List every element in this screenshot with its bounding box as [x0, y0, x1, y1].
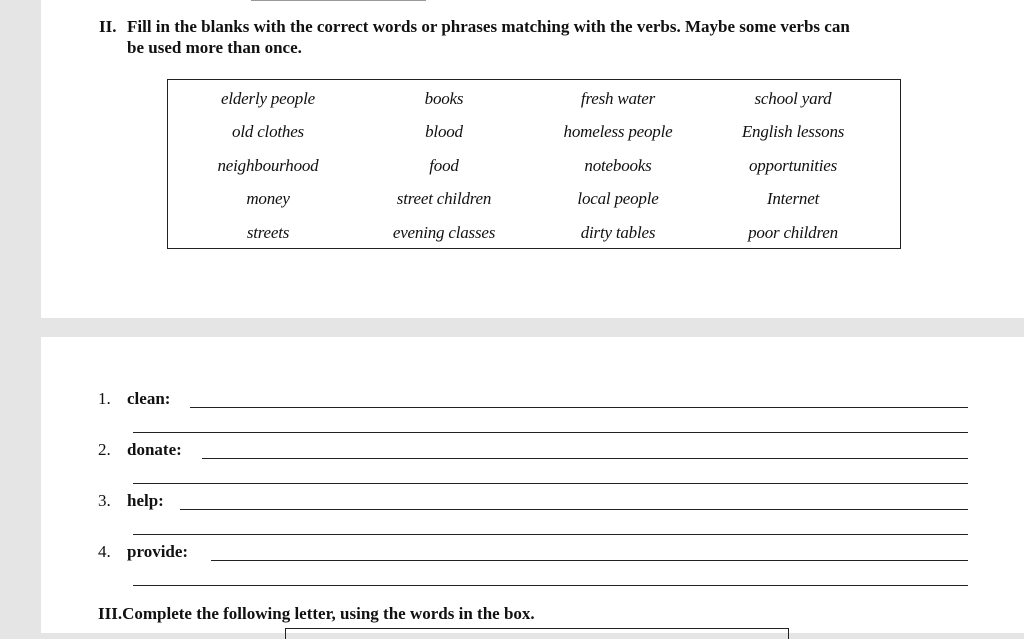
- exercise-item-donate: [41, 440, 1024, 490]
- answer-blank-line[interactable]: [133, 585, 968, 586]
- exercise-item-provide: [41, 542, 1024, 592]
- word-box-cell: dirty tables: [580, 223, 656, 242]
- exercise-verb: clean:: [127, 389, 171, 408]
- word-box-row: [168, 120, 900, 144]
- section-2-number: II.: [99, 17, 117, 36]
- section-2-instruction-line-2: be used more than once.: [127, 38, 302, 57]
- word-box-cell: notebooks: [584, 156, 652, 175]
- word-box-cell: money: [246, 189, 290, 208]
- section-2-instruction-line-1: Fill in the blanks with the correct words or phrases matching with the verbs. Maybe some verbs can: [127, 17, 850, 36]
- word-box-cell: English lessons: [741, 122, 845, 141]
- word-box-row: [168, 221, 900, 245]
- word-box-cell: Internet: [766, 189, 820, 208]
- word-box-cell: opportunities: [748, 156, 838, 175]
- word-box-cell: homeless people: [563, 122, 673, 141]
- word-box: [167, 79, 901, 249]
- document-page-2: [41, 337, 1024, 633]
- answer-blank-line[interactable]: [202, 458, 968, 459]
- word-box-cell: school yard: [754, 89, 832, 108]
- answer-blank-line[interactable]: [190, 407, 968, 408]
- answer-blank-line[interactable]: [211, 560, 968, 561]
- word-box-cell: neighbourhood: [217, 156, 319, 175]
- word-box-row: [168, 87, 900, 111]
- section-3-instructions: III.Complete the following letter, using the words in the box.: [98, 604, 535, 623]
- word-box-cell: streets: [246, 223, 290, 242]
- exercise-number: 3.: [98, 491, 111, 510]
- letter-word-box-edge: [285, 628, 789, 639]
- answer-blank-line[interactable]: [133, 534, 968, 535]
- word-box-cell: local people: [577, 189, 659, 208]
- word-box-cell: poor children: [748, 223, 838, 242]
- exercise-verb: help:: [127, 491, 164, 510]
- word-box-cell: blood: [425, 122, 463, 141]
- exercise-verb: donate:: [127, 440, 182, 459]
- word-box-row: [168, 154, 900, 178]
- answer-blank-line[interactable]: [180, 509, 968, 510]
- answer-blank-line[interactable]: [133, 432, 968, 433]
- exercise-number: 4.: [98, 542, 111, 561]
- word-box-cell: old clothes: [232, 122, 304, 141]
- word-box-cell: street children: [396, 189, 492, 208]
- word-box-cell: books: [424, 89, 464, 108]
- answer-blank-line[interactable]: [133, 483, 968, 484]
- exercise-item-help: [41, 491, 1024, 541]
- page-top-rule: [251, 0, 426, 1]
- word-box-cell: evening classes: [392, 223, 496, 242]
- word-box-cell: food: [429, 156, 459, 175]
- exercise-number: 1.: [98, 389, 111, 408]
- word-box-row: [168, 187, 900, 211]
- exercise-verb: provide:: [127, 542, 189, 561]
- document-page-1: [41, 0, 1024, 318]
- word-box-cell: elderly people: [221, 89, 315, 108]
- word-box-cell: fresh water: [580, 89, 656, 108]
- exercise-item-clean: [41, 389, 1024, 439]
- exercise-number: 2.: [98, 440, 111, 459]
